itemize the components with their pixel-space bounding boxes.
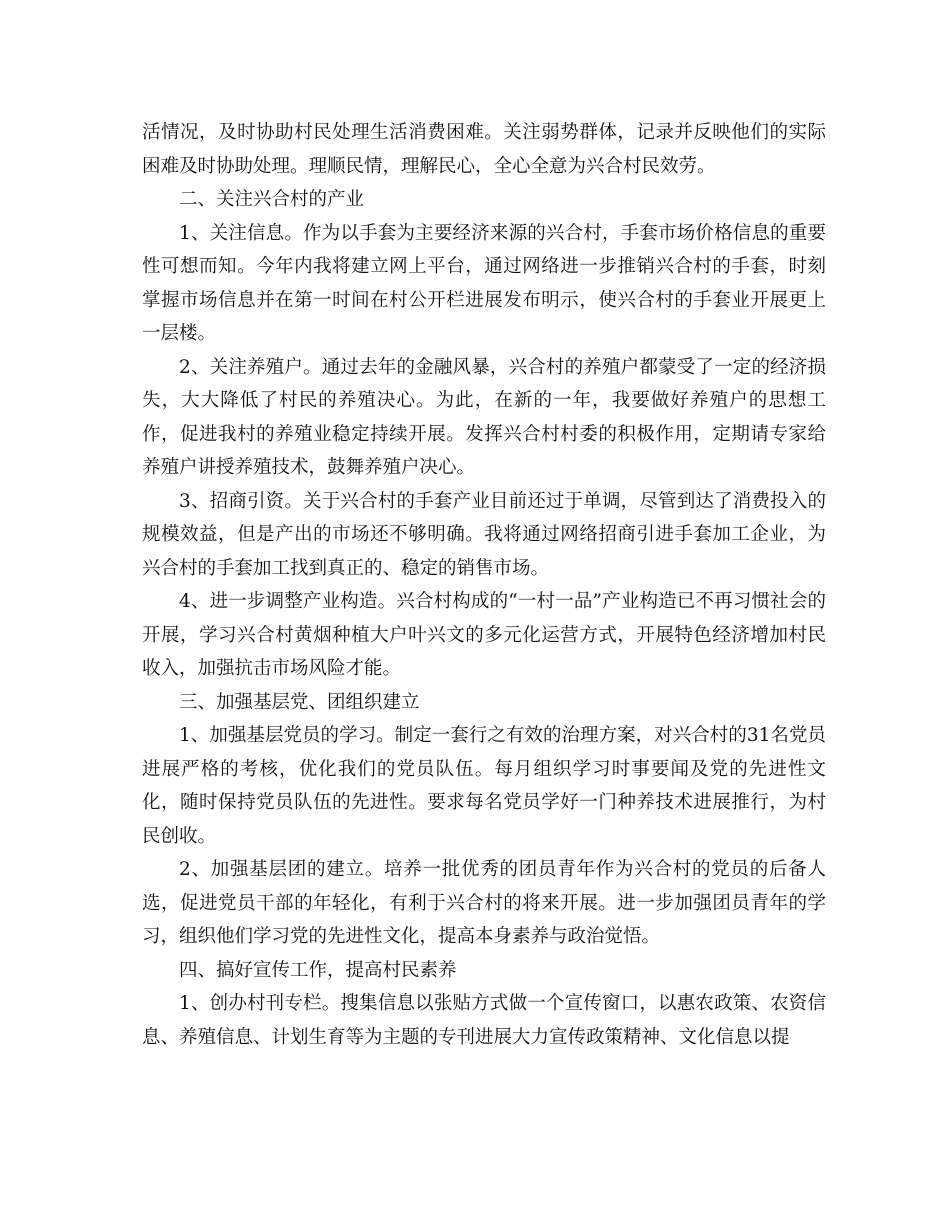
paragraph-industry-structure: 4、进一步调整产业构造。兴合村构成的“一村一品”产业构造已不再习惯社会的开展，学习兴合村黄烟种植大户叶兴文的多元化运营方式，开展特色经济增加村民收入，加强抗击市场风险才能。 [142,591,826,679]
paragraph-party-members: 1、加强基层党员的学习。制定一套行之有效的治理方案，对兴合村的31名党员进展严格的考核，优化我们的党员队伍。每月组织学习时事要闻及党的先进性文化，随时保持党员队伍的先进性。要求每名党员学好一门种养技术进展推行，为村民创收。 [142,725,826,847]
document-page [142,116,826,1054]
paragraph-focus-information: 1、关注信息。作为以手套为主要经济来源的兴合村，手套市场价格信息的重要性可想而知。今年内我将建立网上平台，通过网络进一步推销兴合村的手套，时刻掌握市场信息并在第一时间在村公开栏进展发布明示，使兴合村的手套业开展更上一层楼。 [142,222,826,344]
section-heading-publicity: 四、搞好宣传工作，提高村民素养 [179,959,457,981]
paragraph-village-bulletin: 1、创办村刊专栏。搜集信息以张贴方式做一个宣传窗口，以惠农政策、农资信息、养殖信息、计划生育等为主题的专刊进展大力宣传政策精神、文化信息以提 [142,993,826,1048]
paragraph-youth-league: 2、加强基层团的建立。培养一批优秀的团员青年作为兴合村的党员的后备人选，促进党员干部的年轻化，有利于兴合村的将来开展。进一步加强团员青年的学习，组织他们学习党的先进性文化，提高本身素养与政治觉悟。 [142,859,826,947]
paragraph-focus-farmers: 2、关注养殖户。通过去年的金融风暴，兴合村的养殖户都蒙受了一定的经济损失，大大降低了村民的养殖决心。为此，在新的一年，我要做好养殖户的思想工作，促进我村的养殖业稳定持续开展。发挥兴合村村委的积极作用，定期请专家给养殖户讲授养殖技术，鼓舞养殖户决心。 [142,356,826,478]
section-heading-industry: 二、关注兴合村的产业 [179,189,365,210]
paragraph-investment: 3、招商引资。关于兴合村的手套产业目前还过于单调，尽管到达了消费投入的规模效益，但是产出的市场还不够明确。我将通过网络招商引进手套加工企业，为兴合村的手套加工找到真正的、稳定的销售市场。 [142,490,826,579]
paragraph-continuation: 活情况，及时协助村民处理生活消费困难。关注弱势群体，记录并反映他们的实际困难及时协助处理。理顺民情，理解民心，全心全意为兴合村民效劳。 [142,122,826,177]
section-heading-party: 三、加强基层党、团组织建立 [179,691,420,713]
